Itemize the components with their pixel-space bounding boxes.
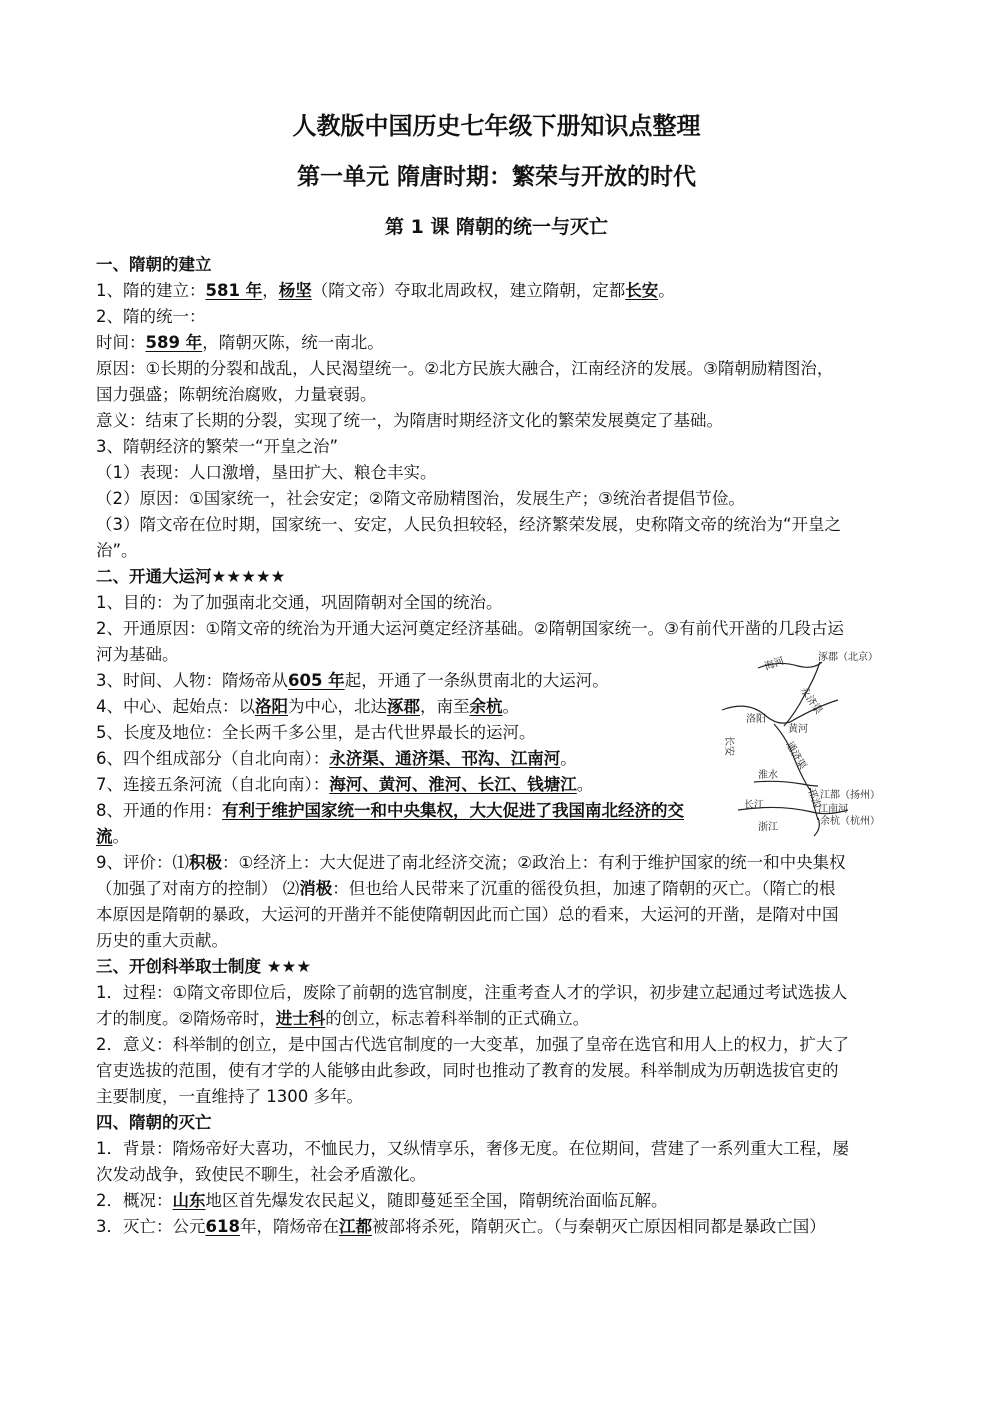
section-heading-1: 一、隋朝的建立	[96, 255, 212, 274]
section-heading-3: 三、开创科举取士制度 ★★★	[96, 957, 312, 976]
map-label-changjiang: 长江	[744, 800, 764, 811]
text-line: （2）原因：①国家统一，社会安定；②隋文帝励精图治，发展生产；③统治者提倡节俭。	[96, 489, 745, 508]
text-line: 流。	[96, 827, 129, 846]
text-line: 次发动战争，致使民不聊生，社会矛盾激化。	[96, 1165, 426, 1184]
text-line: 3、隋朝经济的繁荣一“开皇之治”	[96, 437, 339, 456]
text-line: 3．灭亡：公元618年，隋炀帝在江都被部将杀死，隋朝灭亡。（与秦朝灭亡原因相同都是暴政亡国）	[96, 1217, 826, 1236]
text-line: 2、隋的统一：	[96, 307, 206, 326]
unit-heading: 第一单元 隋唐时期：繁荣与开放的时代	[296, 164, 696, 190]
map-label-jiangnanhe: 江南河	[818, 804, 848, 815]
text-line: 9、评价：⑴积极：①经济上：大大促进了南北经济交流；②政治上：有利于维护国家的统一和中央集权	[96, 853, 846, 872]
text-line: 国力强盛；陈朝统治腐败，力量衰弱。	[96, 385, 377, 404]
text-line: 才的制度。②隋炀帝时，进士科的创立，标志着科举制的正式确立。	[96, 1009, 590, 1028]
map-label-zhuojun: 涿郡（北京）	[818, 652, 878, 663]
map-label-changan: 长安	[723, 736, 734, 756]
section-heading-2: 二、开通大运河★★★★★	[96, 567, 286, 586]
map-label-yongjiqu: 永济渠	[797, 685, 824, 717]
text-line: 2．概况：山东地区首先爆发农民起义，随即蔓延至全国，隋朝统治面临瓦解。	[96, 1191, 668, 1210]
text-line: 3、时间、人物：隋炀帝从605 年起，开通了一条纵贯南北的大运河。	[96, 671, 609, 690]
text-line: 意义：结束了长期的分裂，实现了统一，为隋唐时期经济文化的繁荣发展奠定了基础。	[96, 411, 723, 430]
text-line: 7、连接五条河流（自北向南）：海河、黄河、淮河、长江、钱塘江。	[96, 775, 594, 794]
document-title: 人教版中国历史七年级下册知识点整理	[292, 112, 701, 140]
map-label-luoyang: 洛阳	[746, 714, 766, 725]
text-line: 1、目的：为了加强南北交通，巩固隋朝对全国的统治。	[96, 593, 503, 612]
map-label-yuhang: 余杭（杭州）	[820, 816, 880, 827]
text-line: 本原因是隋朝的暴政，大运河的开凿并不能使隋朝因此而亡国）总的看来，大运河的开凿，是隋对中国	[96, 905, 839, 924]
map-label-huaishui: 淮水	[758, 770, 778, 781]
text-line: 原因：①长期的分裂和战乱，人民渴望统一。②北方民族大融合，江南经济的发展。③隋朝励精图治，	[96, 359, 834, 378]
text-line: 4、中心、起始点：以洛阳为中心，北达涿郡，南至余杭。	[96, 697, 519, 716]
lesson-heading: 第 1 课 隋朝的统一与灭亡	[384, 216, 609, 238]
map-river-huai	[754, 781, 818, 786]
text-line: 治”。	[96, 541, 138, 560]
map-label-huanghe: 黄河	[788, 724, 808, 735]
text-line: 河为基础。	[96, 645, 179, 664]
text-line: 8、开通的作用：有利于维护国家统一和中央集权，大大促进了我国南北经济的交	[96, 801, 684, 820]
text-line: 5、长度及地位：全长两千多公里，是古代世界最长的运河。	[96, 723, 536, 742]
section-heading-4: 四、隋朝的灭亡	[96, 1113, 212, 1132]
text-line: （3）隋文帝在位时期，国家统一、安定，人民负担较轻，经济繁荣发展，史称隋文帝的统治为“开皇之	[96, 515, 842, 534]
text-line: 1、隋的建立：581 年，杨坚（隋文帝）夺取北周政权，建立隋朝，定都长安。	[96, 281, 675, 300]
text-line: 官吏选拔的范围，使有才学的人能够由此参政，同时也推动了教育的发展。科举制成为历朝选拔官吏的	[96, 1061, 839, 1080]
map-label-zhejiang: 浙江	[758, 822, 778, 833]
grand-canal-map	[718, 640, 898, 840]
text-line: （1）表现：人口激增，垦田扩大、粮仓丰实。	[96, 463, 437, 482]
text-line: 2．意义：科举制的创立，是中国古代选官制度的一大变革，加强了皇帝在选官和用人上的权力，扩大了	[96, 1035, 849, 1054]
text-line: （加强了对南方的控制） ⑵消极：但也给人民带来了沉重的徭役负担，加速了隋朝的灭亡。（隋亡的根	[96, 879, 836, 898]
text-line: 1．过程：①隋文帝即位后，废除了前朝的选官制度，注重考查人才的学识，初步建立起通过考试选拔人	[96, 983, 848, 1002]
map-label-hangou: 邗沟	[805, 787, 823, 810]
text-line: 主要制度，一直维持了 1300 多年。	[96, 1087, 363, 1106]
text-line: 1．背景：隋炀帝好大喜功，不恤民力，又纵情享乐，奢侈无度。在位期间，营建了一系列重大工程，屡	[96, 1139, 849, 1158]
text-line: 6、四个组成部分（自北向南）：永济渠、通济渠、邗沟、江南河。	[96, 749, 577, 768]
map-canal-jiangnan	[814, 818, 819, 836]
text-line: 时间：589 年，隋朝灭陈，统一南北。	[96, 333, 384, 352]
text-line: 历史的重大贡献。	[96, 931, 228, 950]
text-line: 2、开通原因：①隋文帝的统治为开通大运河奠定经济基础。②隋朝国家统一。③有前代开凿的几段古运	[96, 619, 844, 638]
map-label-jiangdu: 江都（扬州）	[820, 790, 880, 801]
map-label-haihe: 海河	[763, 655, 786, 673]
map-label-tongjiqu: 通济渠	[783, 740, 808, 772]
